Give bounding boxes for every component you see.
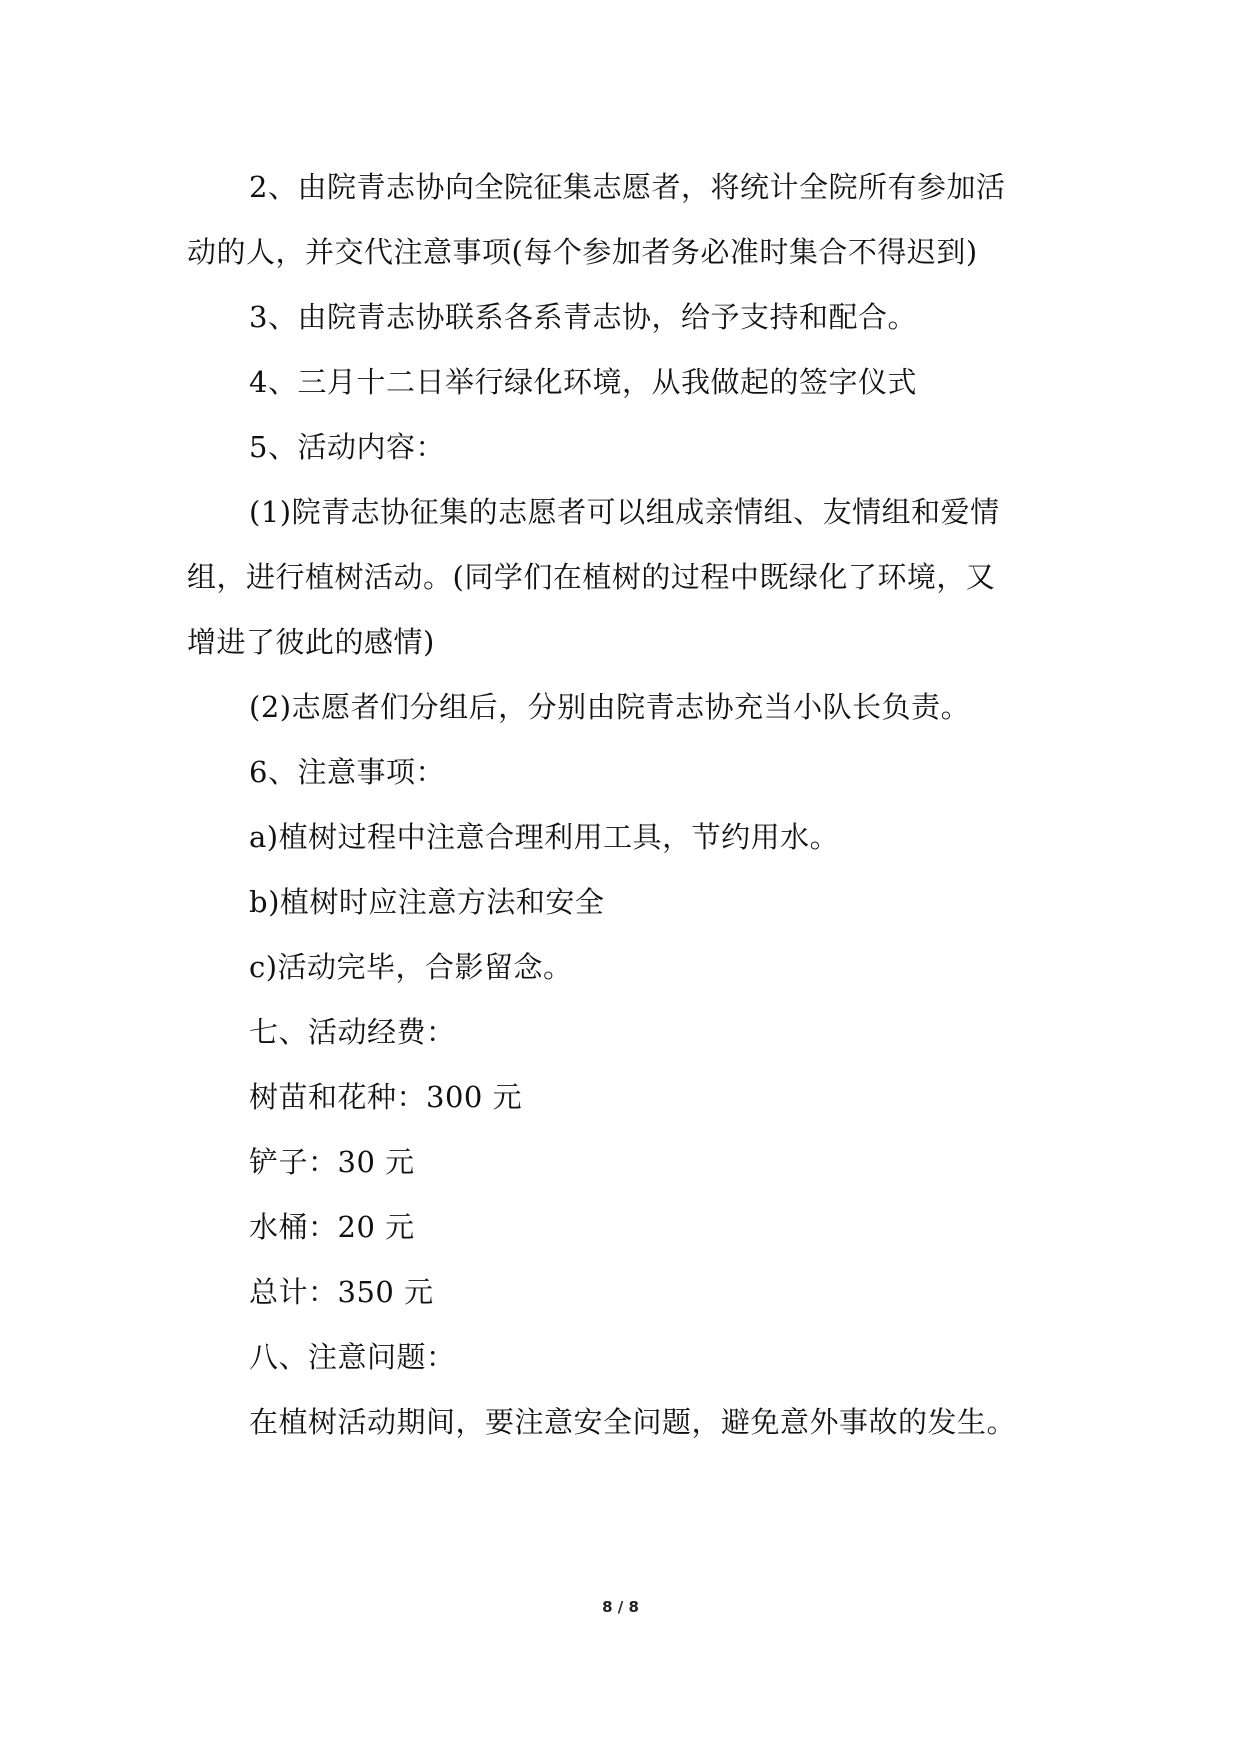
paragraph-line: 4、三月十二日举行绿化环境，从我做起的签字仪式 [249,365,917,399]
paragraph-line: 增进了彼此的感情) [187,625,435,659]
section-heading: 八、注意问题： [249,1340,456,1374]
list-item: b)植树时应注意方法和安全 [249,885,605,919]
paragraph-line: 动的人，并交代注意事项(每个参加者务必准时集合不得迟到) [187,235,978,269]
paragraph-line: 在植树活动期间，要注意安全问题，避免意外事故的发生。 [249,1405,1017,1439]
paragraph-line: 3、由院青志协联系各系青志协，给予支持和配合。 [249,300,917,334]
budget-item: 铲子：30 元 [249,1145,415,1179]
page-number: 8 / 8 [602,1598,639,1616]
document-body [187,155,1055,1455]
paragraph-line: 组，进行植树活动。(同学们在植树的过程中既绿化了环境，又 [187,560,996,594]
section-heading: 5、活动内容： [249,430,445,464]
budget-total: 总计：350 元 [249,1275,434,1309]
paragraph-line: 2、由院青志协向全院征集志愿者，将统计全院所有参加活 [249,170,1006,204]
budget-item: 水桶：20 元 [249,1210,415,1244]
section-heading: 6、注意事项： [249,755,445,789]
section-heading: 七、活动经费： [249,1015,456,1049]
paragraph-line: (2)志愿者们分组后，分别由院青志协充当小队长负责。 [249,690,971,724]
list-item: a)植树过程中注意合理利用工具，节约用水。 [249,820,840,854]
list-item: c)活动完毕，合影留念。 [249,950,573,984]
budget-item: 树苗和花种：300 元 [249,1080,523,1114]
paragraph-line: (1)院青志协征集的志愿者可以组成亲情组、友情组和爱情 [249,495,1000,529]
